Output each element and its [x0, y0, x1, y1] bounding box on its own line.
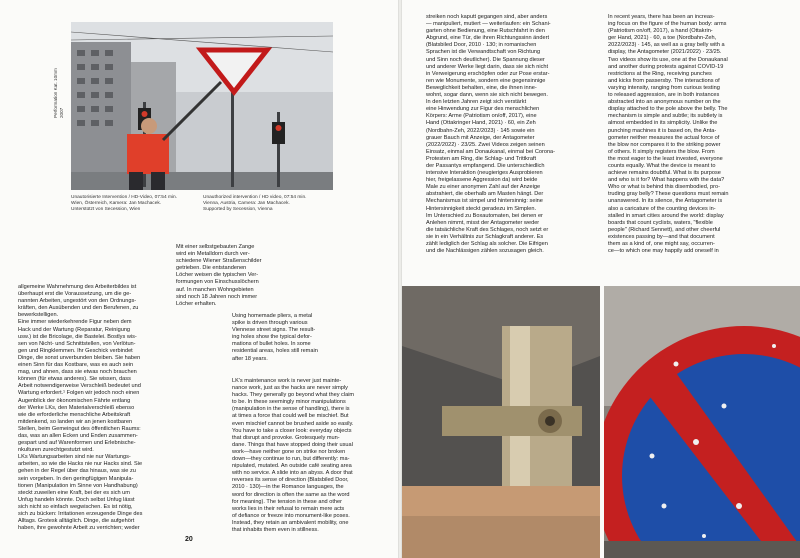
body-text-english-right: In recent years, there has been an increas- ing focus on the figure of the human body: arms (Patriotism on/off, 2017), a hand (Ottakrin- ger Hand, 2021) · 60, a toe (Nordbahn-Zeh, 2022/2023) · 145, as well as a gray belly with a display, the Antagometer (2021/2022) · 23/25. Two videos show its use, one at the Donaukanal and another during protests against COVID-19 restrictions at the Ring, receiving punches and kicks from passersby. The interactions of varying intensity, ranging from curious testing to released aggression, are in both instances abstracted into an anonymous number on the display attached to the pole above the belly. The mechanism is simple and subtle; its subtlety is almost embedded in its simplicity. Unlike the punching machines it is based on, the Anta- gometer neither measures the actual force of the blow nor compares it to the striking power of others. It simply registers the blow. From the most eager to the least invested, everyone counts equally. What the device is meant to achieve remains doubtful. What is its purpose and who is it for? What happens with the data? Who or what is behind this disembodied, pro- truding gray belly? These questions must remain unanswered. In its silence, the Antagometer is also a caricature of the counting devices in- stalled in smart cities around the world: display boards that count cyclists, waters, "flexible people" (Richard Sennett), and other cheerful existences passing by—and that document them as a kind of, one might say, occurren- ce—to which one may happily add oneself in — [608, 14, 729, 255]
photo-caption-de: Unautorisierte Intervention / HD-Video, 07:54 min. Wien, Österreich, Kamera: Jan Machacek. Unterstützt von Secession, Wien — [71, 195, 178, 213]
page-number: 20 — [185, 536, 193, 543]
pole-detail-photo — [402, 286, 600, 558]
intervention-photo — [71, 22, 333, 190]
right-page — [402, 0, 800, 558]
photo-caption-en: Unauthorized intervention / HD video, 07:54 min. Vienna, Austria, Camera: Jan Machacek. Supported by Secession, Vienna — [203, 195, 307, 213]
no-parking-sign-graphic — [604, 286, 800, 558]
body-text-german: allgemeine Wahrnehmung des Arbeiterbildes ist überhaupt erst die Voraussetzung, um die ge- nannten Arbeiten, ungestört von den Ordnungs- kräften, den Ausübenden und den Berufenen, zu bewerkstelligen. Eine immer wiederkehrende Figur neben dem Hack und der Wartung (Reparatur, Reinigung usw.) ist die Bricolage, die Bastelei. Bostlys wis- sen von Nicht- und Schnittstellen, von Verlötun- gen und Ringklemmen. Ihr Geschick verbindet Dinge, die sonst unverbunden bleiben. Sie haben einen Sinn für das Kostbare, was es auch sein mag, und ahnen, dass sie etwas noch brauchen können (für etwas anderes). Sie wissen, dass Arbeit notwendigerweise Verschleiß bedeutet und Wartung erfordert.¹ Folgen wir jedoch noch einen Augenblick der ökonomischen Fährte entlang der Werke LKs, den Materialverschleiß ebenso wie die erforderliche menschliche Arbeitskraft mitdenkend, so landen wir an jenen kostbaren Stellen, beim Gemeingut des öffentlichen Raums: das, was an allen Ecken und Enden zusammen- gespart und auf Warenformen und Erlebnische- nkulturen zurechtgestutzt wird. LKs Wartungsarbeiten sind nie nur Wartungs- arbeiten, so wie die Hacks nie nur Hacks sind. Sie gehen in der Regel über das hinaus, was sie zu sein vorgeben. In den geringfügigen Manipula- tionen (Manipulation im Sinne von Handhabung) steckt zuweilen eine Kraft, bei der es sich um Unfug handeln könnte. Doch selbst Unfug lässt sich nicht so einfach wegwischen. Es ist nötig, sich zu bücken: Irritationen erzeugende Dinge des Alltags. Grotesk alltäglich. Dinge, die aufgehört haben, ihre gewohnte Arbeit zu verrichten; weder — [18, 284, 143, 532]
photo-vertical-caption: Performation Kat. 10mm 2007 — [53, 68, 64, 118]
description-english: Using homemade pliers, a metal spike is driven through various Viennese street signs. The result- ing holes show the typical defor- mations of bullet holes. In some residential areas, holes still remain after 18 years. — [232, 313, 318, 362]
description-german: Mit einer selbstgebauten Zange wird ein Metalldorn durch ver- schiedene Wiener Straßenschilder getrieben. Die entstandenen Löcher weisen die typischen Ver- formungen von Einschusslöchern auf. In manchen Wohngebieten sind noch 18 Jahren noch immer Löcher erhalten. — [176, 244, 262, 307]
damaged-sign-photo — [604, 286, 800, 558]
body-text-english: LK's maintenance work is never just mainte- nance work, just as the hacks are never simply hacks. They generally go beyond what they claim to be. In these seemingly minor manipulations (manipulation in the sense of handling), there is at times a force that could well be mischief. But even mischief cannot be brushed aside so easily. You have to take a closer look: everyday objects that disrupt and provoke. Grotesquely mun- dane. Things that have stopped doing their usual work—have neither gone on strike nor broken down—they continue to run, but differently: ma- nipulated, mutated. An outside café seating area with no service. A slide into an abyss. A door that reverses its sense of direction (Blatsbiled Door, 2010 · 130)—in the Romance languages, the word for direction is often the same as the word for meaning). The tension in these and other works lies in their refusal to remain mere acts of defiance or freeze into monument-like poses. Instead, they retain an ambivalent mobility, one that inhabits them even in stillness. — [232, 378, 355, 533]
left-page — [0, 0, 398, 558]
body-text-german-right: streiken noch kaputt gegangen sind, aber anders — manipuliert, mutiert — weiterlaufen: ein Schani- garten ohne Bedienung, eine Rutschfahrt in den Abgrund, eine Tür, die ihren Richtungssinn ändert (Blatsbiled Door, 2010 · 130; in romanischen Sprachen ist die Verwandtschaft von Richtung und Sinn noch deutlicher). Die Spannung dieser und anderer Werke liegt darin, dass sie sich nicht in Verweigerung erschöpfen oder zur Pose erstar- ren wie Monumente, sondern eine gegensinnige Beweglichkeit behalten, eine, die ihnen inne- wohnt, sogar dann, wenn sie sich nicht bewegen. In den letzten Jahren zeigt sich verstärkt eine Hinwendung zur Figur des menschlichen Körpers: Arme (Patriotism on/off, 2017), eine Hand (Ottakringer Hand, 2021) · 60, ein Zeh (Nordbahn-Zeh, 2022/2023) · 145 sowie ein grauer Bauch mit Anzeige, der Antagometer (2022/2022) · 23/25. Zwei Videos zeigen seinen Einsatz, einmal am Donaukanal, einmal bei Corona- Protesten am Ring, die Schlag- und Trittkraft der Passantys empfangend. Die unterschiedlich intensive Interaktion (neugieriges Ausprobieren hier, freigelassene Aggression da) wird beide Male zu einer anonymen Zahl auf der Anzeige abstrahiert, die oberhalb am Masten hängt. Der Mechanismus ist simpel und hintersinnig: seine Hintersinnigkeit steckt geradezu im Simplen. Im Unterschied zu Boxautomaten, bei denen er Anlehen nimmt, misst der Antagometer weder die tatsächliche Kraft des Schlages, noch setzt er sie in ein Verhältnis zur Schlagkraft anderer. Es zählt lediglich der Schlag als solcher. Die Eifrigen und die Nachlässigen zählen sozusagen gleich. — [426, 14, 556, 255]
street-sign-photo-graphic — [71, 22, 333, 190]
pole-bracket-graphic — [402, 286, 600, 558]
